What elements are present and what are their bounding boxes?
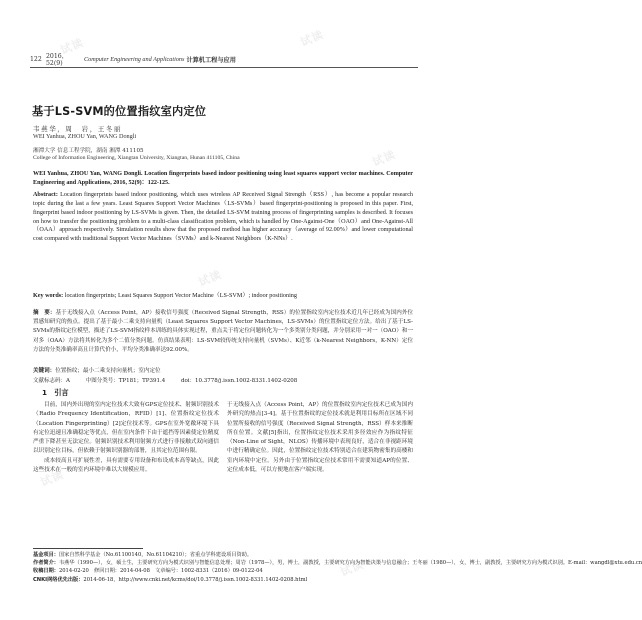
abstract-en: [33, 191, 413, 244]
footnote-text: 韦燕华（1990—），女，硕士生，主要研究方向为模式识别与智能信息处理；周岩（1978—），男，博士，副教授，主要研究方向为智能决策与信息融合；王冬丽（1980—），女，博士，副教授，主要研究方向为模式识别。E-mail：wangdl@xtu.edu.cn: [58, 560, 642, 567]
abstract-cn-label: 摘 要：: [33, 310, 56, 316]
keywords-cn-label: 关键词：: [33, 368, 56, 374]
watermark-seal: 试读: [370, 147, 398, 169]
citation: WEI Yanhua, ZHOU Yan, WANG Dongli. Location fingerprints based indoor positioning using least squares support vector machines. Computer Engineering and Applications, 2016, 52(9)：122-125.: [33, 171, 413, 186]
footnote-authors: [33, 559, 642, 567]
watermark-seal: 试读: [338, 557, 366, 579]
footnote-rule: [33, 548, 143, 549]
footnote-dates: [33, 567, 413, 575]
footnote-text: 2014-02-20 修回日期：2014-04-08 文章编号：1002-8331（2016）09-0122-04: [58, 568, 263, 575]
keywords-en: [33, 292, 413, 301]
keywords-en-label: Key words:: [33, 293, 64, 299]
footnotes: [33, 551, 642, 584]
journal-name-cn: 计算机工程与应用: [186, 56, 236, 64]
abstract-cn: [33, 309, 413, 355]
keywords-en-text: location fingerprints; Least Squares Support Vector Machine（LS-SVM）; indoor positioning: [64, 293, 297, 299]
running-header: [30, 52, 418, 66]
footnote-label: 收稿日期：: [33, 568, 59, 575]
page-number: 122: [30, 55, 42, 63]
article-meta: [33, 376, 413, 384]
doc-code: 文献标志码：A: [33, 378, 70, 384]
authors-cn: 韦燕华，周 岩，王冬丽: [33, 125, 123, 133]
footnote-text: 国家自然科学基金（No.61100140，No.61104210）；省重点学科建设项目资助。: [58, 552, 253, 558]
footnote-cnki: [33, 576, 413, 584]
watermark-seal: 试读: [58, 35, 86, 57]
affiliation-en: College of Information Engineering, Xiangtan University, Xiangtan, Hunan 411105, China: [33, 155, 240, 161]
body-column-left: [33, 401, 219, 475]
watermark-seal: 试读: [38, 467, 66, 489]
footnote-label: 作者简介：: [33, 560, 59, 567]
doi: doi：10.3778/j.issn.1002-8331.1402-0208: [180, 378, 298, 384]
keywords-cn: [33, 367, 413, 376]
abstract-cn-text: 基于无线接入点（Access Point，AP）接收信号强度（Received Signal Strength，RSS）的位置指纹室内定位技术近几年已经成为国内外位置感知研究的热点。提出了基于最小二乘支持向量机（Least Squares Support Vector Machines，LS-SVMs）的位置指纹定位方法。给出了基于LS-SVMs的指纹定位模型，描述了LS-SVM指纹样本训练的具体实现过程，重点关于将定位问题转化为一个多类别分类问题，并分别采用一对一（OAO）和一对多（OAA）方法将其转化为多个二值分类问题。仿真结果表明：LS-SVM较传统支持向量机（SVMs）、K近邻（k-Nearest Neighbors，K-NN）定位方法的分类准确率高且计算代价小，平均分类准确率达92.00%。: [33, 310, 414, 353]
volume-issue: 2016，52(9): [46, 53, 68, 67]
footnote-funding: [33, 551, 413, 559]
paper-title: 基于LS-SVM的位置指纹室内定位: [32, 105, 207, 118]
footnote-text: 2014-06-18，http://www.cnki.net/kcms/doi/10.3778/j.issn.1002-8331.1402-0208.html: [83, 576, 308, 583]
abstract-en-text: Location fingerprints based indoor positioning, which uses wireless AP Received Signal Strength（RSS）, has become a popular research topic during the last a few years. Least Squares Support Vector Machines（LS-SVMs）based fingerprint-positioning is proposed in this paper. First, fingerprint based indoor positioning by LS-SVMs is given. Then, the detailed LS-SVM training process of fingerprinting samples is described. It focuses on how to transfer the positioning problem to a multi-class classification problem, which is handled by One-Against-One（OAO）and One-Against-All（OAA）approach respectively. Simulation results show that the proposed method has higher accuracy（average of 92.00%）and lower computational cost compared with traditional Support Vector Machines（SVMs）and k-Nearest Neighbors（K-NNs）.: [33, 192, 413, 243]
body-paragraph: 成本较高且可扩展性差，具有需要专用设备和布设成本高等缺点，因此这些技术在一般的室内环境中难以大规模应用。: [33, 457, 219, 474]
clc-number: 中图分类号：TP181；TP391.4: [85, 378, 166, 384]
keywords-cn-text: 位置指纹；最小二乘支持向量机；室内定位: [55, 368, 161, 374]
watermark-seal: 试读: [298, 27, 326, 49]
journal-name-en: Computer Engineering and Applications: [84, 55, 185, 63]
authors-en: WEI Yanhua, ZHOU Yan, WANG Dongli: [33, 133, 137, 140]
body-paragraph: 目前，国内外出现的室内定位技术大致有GPS定位技术、射频识别技术（Radio Frequency Identification，RFID）[1]、位置指纹定位技术（Location Fingerprinting）[2]定位技术等。GPS在室外宽敞环境下具有定位迅速且准确稳定等优点，但在室内条件下由于遮挡等因素使定位精度严重下降甚至无法定位。射频识别技术利用射频方式进行非接触式双向通信以识别定位目标，但依赖于射频识别器的部署，且其定位范围有限。: [33, 402, 219, 455]
footnote-label: 基金项目：: [33, 552, 59, 558]
affiliation-cn: 湘潭大学 信息工程学院，湖南 湘潭 411105: [33, 148, 144, 154]
watermark-seal: 试读: [196, 267, 224, 289]
body-paragraph: 于无线接入点（Access Point，AP）的位置指纹室内定位技术已成为国内外研究的热点[3-4]。基于位置指纹的定位技术就是利用目标所在区域不同位置所接收的信号强度（Received Signal Strength，RSS）样本来推断所在位置。文献[5]指出，位置指纹定位技术采用多径效应作为指纹特征（Non-Line of Sight，NLOS）传播环境中表现良好，适合在非视距环境中进行精确定位。因此，位置指纹定位技术特别适合在建筑物密集的高楼和室内环境中定位。另外由于位置指纹定位技术常用不需要知道AP的位置、定位成本低，可以方便地在客户端实现。: [227, 402, 413, 474]
footnote-label: CNKI网络优先出版：: [33, 576, 84, 583]
body-column-right: [227, 401, 413, 475]
section-heading: 1 引言: [42, 388, 69, 397]
header-rule: [30, 67, 418, 68]
abstract-en-label: Abstract:: [33, 192, 58, 198]
